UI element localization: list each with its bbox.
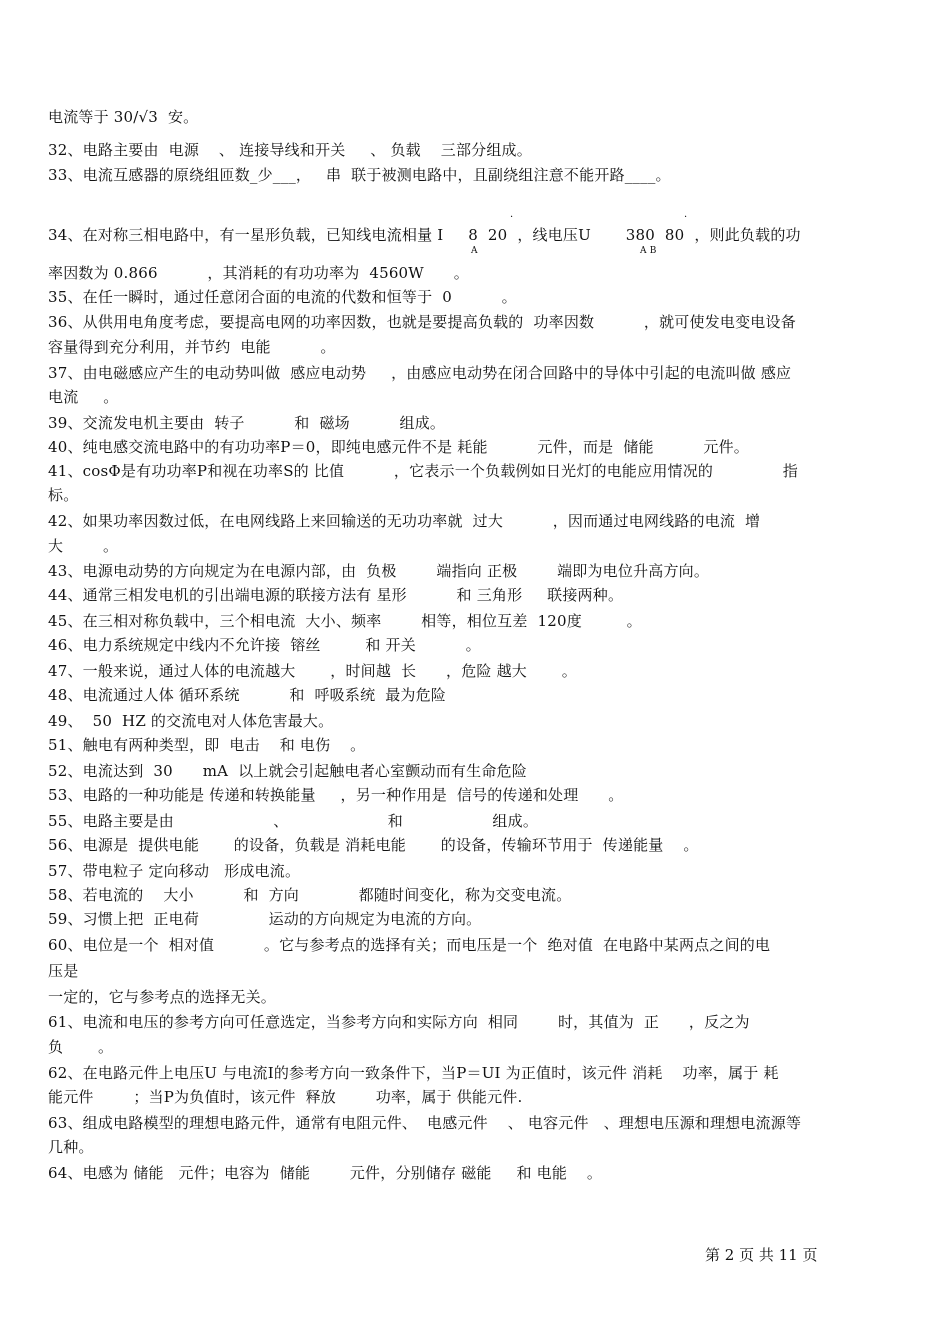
page-footer: 第 2 页 共 11 页: [705, 1246, 818, 1264]
text-line: 36、从供用电角度考虑，要提高电网的功率因数，也就是要提高负载的 功率因数 ，就可使发电变电设备: [48, 313, 796, 331]
text-line: 电流等于 30/√3 安。: [48, 108, 199, 126]
text-line: 64、电感为 储能 元件；电容为 储能 元件，分别储存 磁能 和 电能 。: [48, 1164, 603, 1182]
phasor-dot: ·: [510, 212, 514, 223]
text-line: 48、电流通过人体 循环系统 和 呼吸系统 最为危险: [48, 686, 447, 704]
text-line: 率因数为 0.866 ，其消耗的有功功率为 4560W 。: [48, 264, 469, 282]
text-line: 43、电源电动势的方向规定为在电源内部，由 负极 端指向 正极 端即为电位升高方向。: [48, 562, 710, 580]
text-line: 电流 。: [48, 388, 119, 406]
text-line: 45、在三相对称负载中，三个相电流 大小、频率 相等，相位互差 120度 。: [48, 612, 642, 630]
text-line: 63、组成电路模型的理想电路元件，通常有电阻元件、 电感元件 、 电容元件 、理想电压源和理想电流源等: [48, 1114, 802, 1132]
subscript: A: [471, 246, 478, 256]
text-line: 39、交流发电机主要由 转子 和 磁场 组成。: [48, 414, 446, 432]
text-line: 大 。: [48, 537, 119, 555]
text-line: 几种。: [48, 1138, 94, 1156]
text-line: 44、通常三相发电机的引出端电源的联接方法有 星形 和 三角形 联接两种。: [48, 586, 624, 604]
subscript: A B: [640, 246, 657, 256]
text-line: 55、电路主要是由 、 和 组成。: [48, 812, 539, 830]
text-line: 51、触电有两种类型，即 电击 和 电伤 。: [48, 736, 366, 754]
text-line: 33、电流互感器的原绕组匝数_少___， 串 联于被测电路中，且副绕组注意不能开路____。: [48, 166, 671, 184]
text-line: 47、一般来说，通过人体的电流越大 ，时间越 长 ，危险 越大 。: [48, 662, 577, 680]
text-line: 34、在对称三相电路中，有一星形负载，已知线电流相量 I 8 20 ，线电压U 380 80 ，则此负载的功: [48, 226, 801, 244]
text-line: 能元件 ；当P为负值时，该元件 释放 功率，属于 供能元件.: [48, 1088, 523, 1106]
text-line: 一定的，它与参考点的选择无关。: [48, 988, 277, 1006]
text-line: 60、电位是一个 相对值 。它与参考点的选择有关；而电压是一个 绝对值 在电路中某两点之间的电: [48, 936, 771, 954]
text-line: 35、在任一瞬时，通过任意闭合面的电流的代数和恒等于 0 。: [48, 288, 517, 306]
text-line: 40、纯电感交流电路中的有功功率P＝0，即纯电感元件不是 耗能 元件，而是 储能 元件。: [48, 438, 749, 456]
text-line: 62、在电路元件上电压U 与电流I的参考方向一致条件下，当P＝UI 为正值时，该元件 消耗 功率，属于 耗: [48, 1064, 779, 1082]
text-line: 32、电路主要由 电源 、 连接导线和开关 、 负载 三部分组成。: [48, 141, 532, 159]
text-line: 41、cosΦ是有功功率P和视在功率S的 比值 ，它表示一个负载例如日光灯的电能应用情况的 指: [48, 462, 798, 480]
text-line: 负 。: [48, 1038, 114, 1056]
text-line: 57、带电粒子 定向移动 形成电流。: [48, 862, 301, 880]
text-line: 59、习惯上把 正电荷 运动的方向规定为电流的方向。: [48, 910, 482, 928]
text-line: 42、如果功率因数过低，在电网线路上来回输送的无功功率就 过大 ，因而通过电网线路的电流 增: [48, 512, 761, 530]
text-line: 46、电力系统规定中线内不允许接 镕丝 和 开关 。: [48, 636, 481, 654]
text-line: 压是: [48, 962, 79, 980]
text-line: 61、电流和电压的参考方向可任意选定，当参考方向和实际方向 相同 时，其值为 正 ，反之为: [48, 1013, 750, 1031]
text-line: 58、若电流的 大小 和 方向 都随时间变化，称为交变电流。: [48, 886, 572, 904]
text-line: 标。: [48, 486, 79, 504]
text-line: 53、电路的一种功能是 传递和转换能量 ，另一种作用是 信号的传递和处理 。: [48, 786, 624, 804]
phasor-dot: ·: [684, 212, 688, 223]
text-line: 37、由电磁感应产生的电动势叫做 感应电动势 ，由感应电动势在闭合回路中的导体中引起的电流叫做 感应: [48, 364, 792, 382]
text-line: 容量得到充分利用，并节约 电能 。: [48, 338, 336, 356]
text-line: 49、 50 HZ 的交流电对人体危害最大。: [48, 712, 334, 730]
text-line: 56、电源是 提供电能 的设备，负载是 消耗电能 的设备，传输环节用于 传递能量 。: [48, 836, 699, 854]
text-line: 52、电流达到 30 mA 以上就会引起触电者心室颤动而有生命危险: [48, 762, 527, 780]
